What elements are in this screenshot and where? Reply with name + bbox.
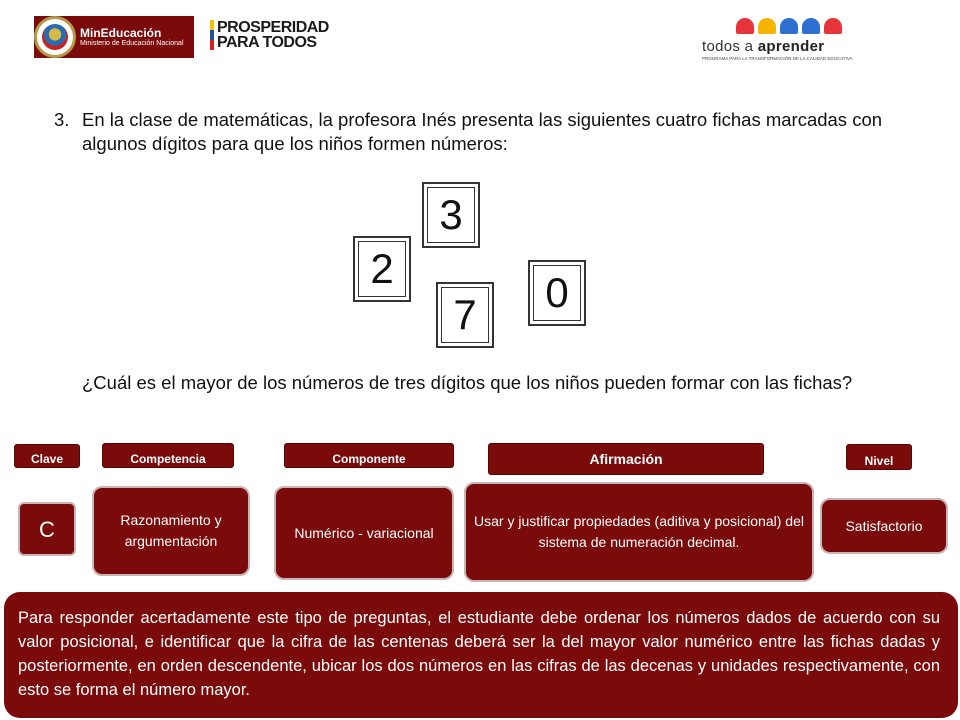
label-clave: Clave xyxy=(14,444,80,468)
prosperity-line2: PARA TODOS xyxy=(217,34,317,51)
question-number: 3. xyxy=(54,109,70,130)
explanation-box: Para responder acertadamente este tipo de preguntas, el estudiante debe ordenar los números dados de acuerdo con su valor posicional, e identificar que la cifra de las centenas deberá ser la del mayor valor numérico entre las fichas dadas y posteriormente, en orden descendente, ubicar los dos números en las cifras de las decenas y unidades respectivamente, con esto se forma el número mayor. xyxy=(4,592,958,718)
prosperidad-logo xyxy=(210,20,329,50)
program-subtitle: PROGRAMA PARA LA TRANSFORMACIÓN DE LA CALIDAD EDUCATIVA xyxy=(702,56,853,61)
digit-card-value: 7 xyxy=(441,287,489,343)
flag-bars-icon xyxy=(210,20,214,50)
label-competencia: Competencia xyxy=(102,443,234,468)
label-afirmacion: Afirmación xyxy=(488,443,764,475)
digit-card-value: 3 xyxy=(427,187,475,243)
people-figures-icon xyxy=(736,18,842,34)
ministry-subtitle: Ministerio de Educación Nacional xyxy=(80,39,184,47)
program-name-bold: aprender xyxy=(757,38,825,55)
question-block xyxy=(54,108,894,156)
digit-card-value: 2 xyxy=(358,241,406,297)
digit-card xyxy=(528,260,586,326)
colombia-seal-icon xyxy=(34,16,76,58)
afirmacion-value: Usar y justificar propiedades (aditiva y posicional) del sistema de numeración decimal. xyxy=(464,482,814,582)
todos-a-aprender-logo xyxy=(702,18,878,64)
label-nivel: Nivel xyxy=(846,444,912,470)
program-name-prefix: todos a xyxy=(702,38,758,55)
digit-card xyxy=(353,236,411,302)
question-text: En la clase de matemáticas, la profesora Inés presenta las siguientes cuatro fichas marcadas con algunos dígitos para que los niños formen números: xyxy=(82,109,883,154)
clave-value: C xyxy=(18,502,76,556)
prosperity-line1: PROSPERIDAD xyxy=(217,19,329,36)
digit-card xyxy=(422,182,480,248)
question-prompt: ¿Cuál es el mayor de los números de tres dígitos que los niños pueden formar con las fichas? xyxy=(82,372,853,393)
digit-card-value: 0 xyxy=(533,265,581,321)
ministry-title: MinEducación xyxy=(80,26,162,41)
componente-value: Numérico - variacional xyxy=(274,486,454,580)
digit-card xyxy=(436,282,494,348)
competencia-value: Razonamiento y argumentación xyxy=(92,486,250,576)
label-componente: Componente xyxy=(284,443,454,468)
nivel-value: Satisfactorio xyxy=(820,498,948,554)
